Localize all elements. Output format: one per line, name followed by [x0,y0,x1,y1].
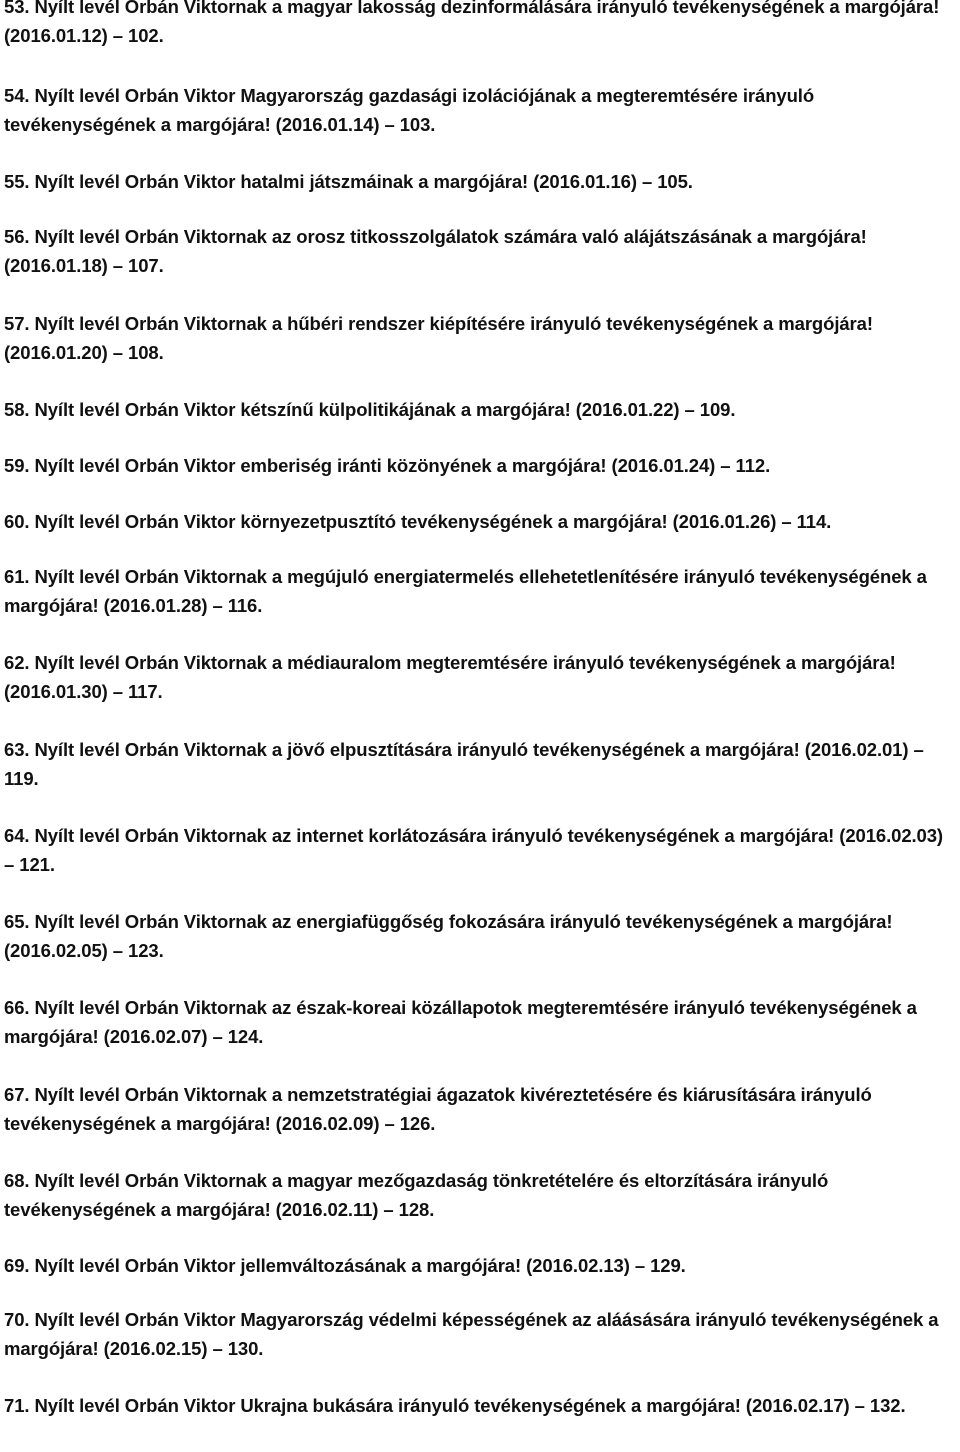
entry-title: Nyílt levél Orbán Viktornak a magyar mezőgazdaság tönkretételére és eltorzítására irányuló tevékenységének a margójára! [4,1170,829,1220]
entry-number: 57. [4,313,30,334]
entry-dash: – [112,25,123,46]
entry-dash: – [212,1026,223,1047]
entry-title: Nyílt levél Orbán Viktor emberiség iránti közönyének a margójára! [34,455,607,476]
entry-date: (2016.02.09) [275,1113,380,1134]
toc-entry-58[interactable] [4,395,952,424]
entry-date: (2016.01.12) [4,25,108,46]
entry-page-number: 108. [128,342,164,363]
entry-number: 59. [4,455,30,476]
entry-number: 65. [4,911,30,932]
entry-number: 62. [4,652,30,673]
entry-number: 56. [4,226,30,247]
toc-entry-71[interactable] [4,1391,952,1420]
entry-page-number: 121. [19,854,55,875]
entry-page-number: 107. [128,255,164,276]
toc-entry-55[interactable] [4,167,952,196]
entry-dash: – [684,399,695,420]
toc-entry-69[interactable] [4,1251,952,1280]
entry-number: 70. [4,1309,30,1330]
entry-page-number: 116. [227,595,263,616]
entry-date: (2016.02.01) [804,739,909,760]
entry-page-number: 132. [869,1395,906,1416]
entry-title: Nyílt levél Orbán Viktor kétszínű külpolitikájának a margójára! [34,399,571,420]
entry-title: Nyílt levél Orbán Viktornak az energiafüggőség fokozására irányuló tevékenységének a margójára! [34,911,893,932]
toc-entry-53[interactable] [4,0,952,50]
entry-title: Nyílt levél Orbán Viktor hatalmi játszmáinak a margójára! [34,171,529,192]
entry-number: 67. [4,1084,30,1105]
entry-title: Nyílt levél Orbán Viktornak az internet korlátozására irányuló tevékenységének a margójára! [34,825,835,846]
entry-date: (2016.01.24) [611,455,716,476]
entry-page-number: 109. [699,399,736,420]
entry-dash: – [112,255,123,276]
entry-date: (2016.01.14) [275,114,380,135]
entry-number: 66. [4,997,30,1018]
entry-dash: – [641,171,653,192]
entry-page-number: 102. [128,25,164,46]
entry-dash: – [212,595,223,616]
toc-entry-54[interactable] [4,81,952,139]
entry-date: (2016.02.03) [839,825,943,846]
entry-dash: – [913,739,924,760]
entry-dash: – [212,1338,223,1359]
entry-page-number: 130. [227,1338,264,1359]
entry-dash: – [112,342,123,363]
entry-title: Nyílt levél Orbán Viktornak a nemzetstratégiai ágazatok kivéreztetésére és kiárusítására irányuló tevékenységének a margójára! [4,1084,872,1134]
toc-entry-56[interactable] [4,222,952,280]
entry-date: (2016.01.18) [4,255,108,276]
entry-title: Nyílt levél Orbán Viktornak a jövő elpusztítására irányuló tevékenységének a margójára! [34,739,800,760]
entry-page-number: 114. [796,511,832,532]
entry-title: Nyílt levél Orbán Viktor Magyarország gazdasági izolációjának a megteremtésére irányuló tevékenységének a margójára! [4,85,815,135]
entry-number: 69. [4,1255,30,1276]
entry-page-number: 128. [398,1199,435,1220]
entry-title: Nyílt levél Orbán Viktornak az orosz titkosszolgálatok számára való alájátszásának a margójára! [34,226,867,247]
entry-page-number: 103. [399,114,436,135]
entry-number: 61. [4,566,30,587]
toc-entry-60[interactable] [4,507,952,536]
entry-number: 71. [4,1395,30,1416]
entry-dash: – [4,854,15,875]
entry-date: (2016.02.17) [745,1395,850,1416]
entry-title: Nyílt levél Orbán Viktornak a megújuló energiatermelés ellehetetlenítésére irányuló tevékenységének a margójára! [4,566,927,616]
entry-date: (2016.01.16) [533,171,637,192]
entry-number: 60. [4,511,30,532]
entry-page-number: 126. [399,1113,436,1134]
entry-page-number: 112. [735,455,771,476]
entry-date: (2016.02.11) [275,1199,379,1220]
entry-dash: – [720,455,731,476]
entry-dash: – [384,114,395,135]
entry-dash: – [383,1199,394,1220]
entry-dash: – [854,1395,865,1416]
entry-dash: – [112,940,123,961]
toc-entry-62[interactable] [4,648,952,706]
entry-date: (2016.01.26) [672,511,777,532]
entry-page-number: 123. [128,940,164,961]
entry-number: 63. [4,739,30,760]
entry-dash: – [112,681,123,702]
entry-title: Nyílt levél Orbán Viktor környezetpusztító tevékenységének a margójára! [34,511,668,532]
toc-entry-67[interactable] [4,1080,952,1138]
toc-entry-68[interactable] [4,1166,952,1224]
entry-number: 64. [4,825,30,846]
entry-date: (2016.01.22) [575,399,680,420]
entry-page-number: 129. [650,1255,686,1276]
entry-title: Nyílt levél Orbán Viktor Ukrajna bukására irányuló tevékenységének a margójára! [34,1395,741,1416]
entry-number: 53. [4,0,30,17]
entry-page-number: 119. [4,768,39,789]
entry-number: 68. [4,1170,30,1191]
entry-title: Nyílt levél Orbán Viktor jellemváltozásának a margójára! [34,1255,522,1276]
toc-entry-65[interactable] [4,907,952,965]
entry-dash: – [384,1113,395,1134]
entry-title: Nyílt levél Orbán Viktornak a hűbéri rendszer kiépítésére irányuló tevékenységének a margójára! [34,313,873,334]
entry-title: Nyílt levél Orbán Viktornak a magyar lakosság dezinformálására irányuló tevékenységének a margójára! [34,0,940,17]
entry-number: 58. [4,399,30,420]
entry-date: (2016.01.28) [103,595,208,616]
entry-number: 54. [4,85,30,106]
toc-entry-70[interactable] [4,1305,952,1363]
toc-entry-64[interactable] [4,821,952,879]
entry-date: (2016.01.30) [4,681,108,702]
entry-date: (2016.02.05) [4,940,108,961]
entry-page-number: 105. [657,171,693,192]
toc-entry-57[interactable] [4,309,952,367]
entry-title: Nyílt levél Orbán Viktornak az észak-koreai közállapotok megteremtésére irányuló tevékenységének a margójára! [4,997,917,1047]
entry-dash: – [781,511,792,532]
toc-entry-66[interactable] [4,993,952,1051]
toc-entry-59[interactable] [4,451,952,480]
entry-title: Nyílt levél Orbán Viktor Magyarország védelmi képességének az aláásására irányuló tevékenységének a margójára! [4,1309,939,1359]
entry-date: (2016.02.15) [103,1338,208,1359]
entry-title: Nyílt levél Orbán Viktornak a médiauralom megteremtésére irányuló tevékenységének a margójára! [34,652,896,673]
entry-date: (2016.02.13) [526,1255,630,1276]
entry-number: 55. [4,171,30,192]
entry-page-number: 117. [128,681,163,702]
entry-date: (2016.02.07) [103,1026,208,1047]
toc-entry-61[interactable] [4,562,952,620]
toc-entry-63[interactable] [4,735,952,793]
entry-page-number: 124. [227,1026,264,1047]
entry-dash: – [634,1255,646,1276]
entry-date: (2016.01.20) [4,342,108,363]
